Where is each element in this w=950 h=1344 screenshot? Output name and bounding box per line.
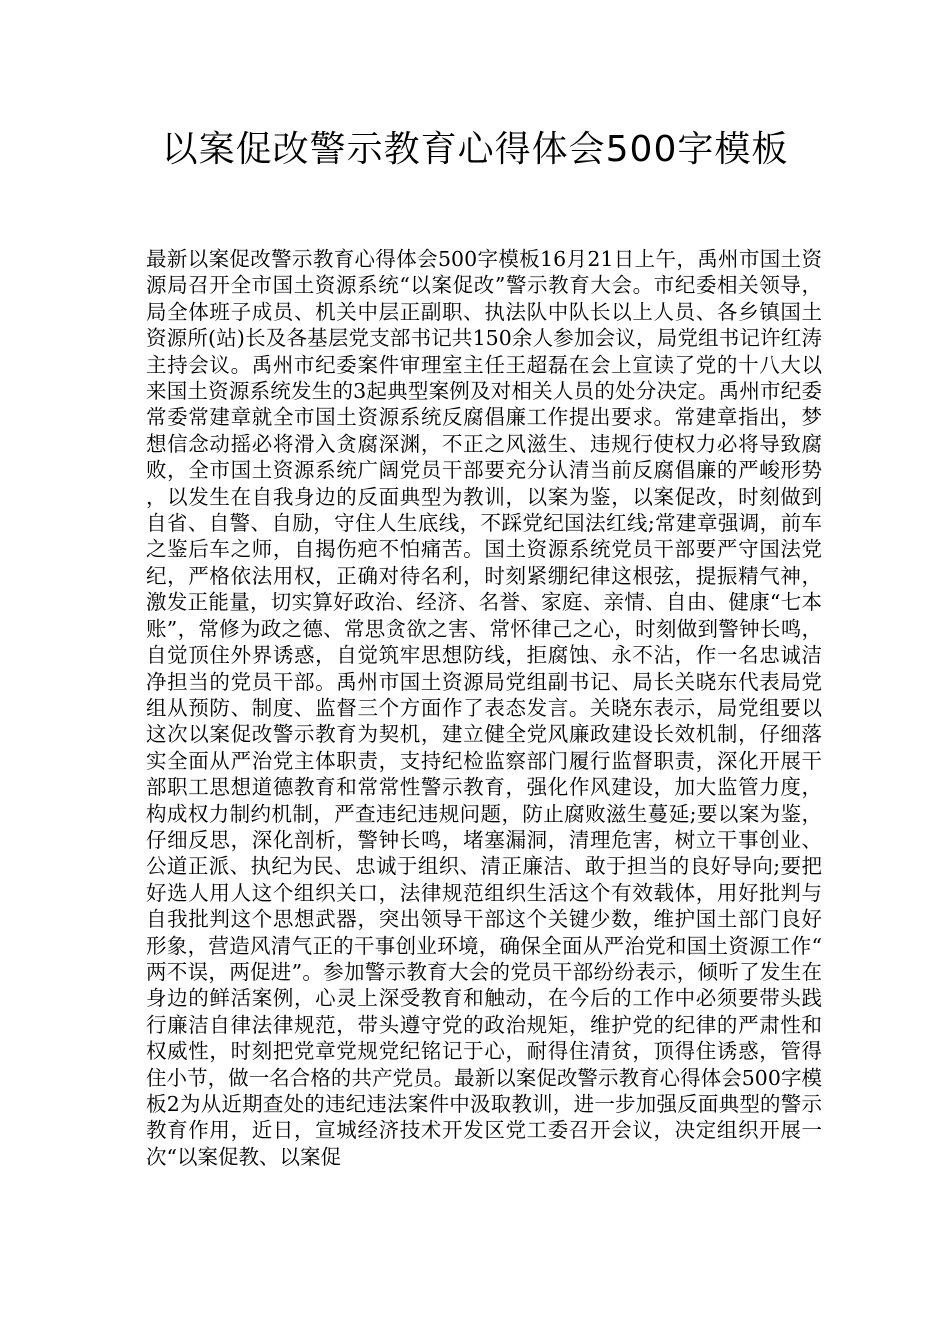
- document-title: 以案促改警示教育心得体会500字模板: [161, 129, 789, 170]
- document-body: 最新以案促改警示教育心得体会500字模板16月21日上午，禹州市国土资源局召开全市国土资源系统“以案促改”警示教育大会。市纪委相关领导，局全体班子成员、机关中层正副职、执法队中队长以上人员、各乡镇国土资源所(站)长及各基层党支部书记共150余人参加会议，局党组书记许红涛主持会议。禹州市纪委案件审理室主任王超磊在会上宣读了党的十八大以来国土资源系统发生的3起典型案例及对相关人员的处分决定。禹州市纪委常委常建章就全市国土资源系统反腐倡廉工作提出要求。常建章指出，梦想信念动摇必将滑入贪腐深渊，不正之风滋生、违规行使权力必将导致腐败，全市国土资源系统广阔党员干部要充分认清当前反腐倡廉的严峻形势，以发生在自我身边的反面典型为教训，以案为鉴，以案促改，时刻做到自省、自警、自励，守住人生底线，不踩党纪国法红线;常建章强调，前车之鉴后车之师，自揭伤疤不怕痛苦。国土资源系统党员干部要严守国法党纪，严格依法用权，正确对待名利，时刻紧绷纪律这根弦，提振精气神，激发正能量，切实算好政治、经济、名誉、家庭、亲情、自由、健康“七本账”，常修为政之德、常思贪欲之害、常怀律己之心，时刻做到警钟长鸣，自觉顶住外界诱惑，自觉筑牢思想防线，拒腐蚀、永不沾，作一名忠诚洁净担当的党员干部。禹州市国土资源局党组副书记、局长关晓东代表局党组从预防、制度、监督三个方面作了表态发言。关晓东表示，局党组要以这次以案促改警示教育为契机，建立健全党风廉政建设长效机制，仔细落实全面从严治党主体职责，支持纪检监察部门履行监督职责，深化开展干部职工思想道德教育和常常性警示教育，强化作风建设，加大监管力度，构成权力制约机制，严查违纪违规问题，防止腐败滋生蔓延;要以案为鉴，仔细反思，深化剖析，警钟长鸣，堵塞漏洞，清理危害，树立干事创业、公道正派、执纪为民、忠诚于组织、清正廉洁、敢于担当的良好导向;要把好选人用人这个组织关口，法律规范组织生活这个有效载体，用好批判与自我批判这个思想武器，突出领导干部这个关键少数，维护国土部门良好形象，营造风清气正的干事创业环境，确保全面从严治党和国土资源工作“两不误，两促进”。参加警示教育大会的党员干部纷纷表示，倾听了发生在身边的鲜活案例，心灵上深受教育和触动，在今后的工作中必须要带头践行廉洁自律法律规范，带头遵守党的政治规矩，维护党的纪律的严肃性和权威性，时刻把党章党规党纪铭记于心，耐得住清贫，顶得住诱惑，管得住小节，做一名合格的共产党员。最新以案促改警示教育心得体会500字模板2为从近期查处的违纪违法案件中汲取教训，进一步加强反面典型的警示教育作用，近日，宣城经济技术开发区党工委召开会议，决定组织开展一次“以案促教、以案促: [146, 247, 822, 1169]
